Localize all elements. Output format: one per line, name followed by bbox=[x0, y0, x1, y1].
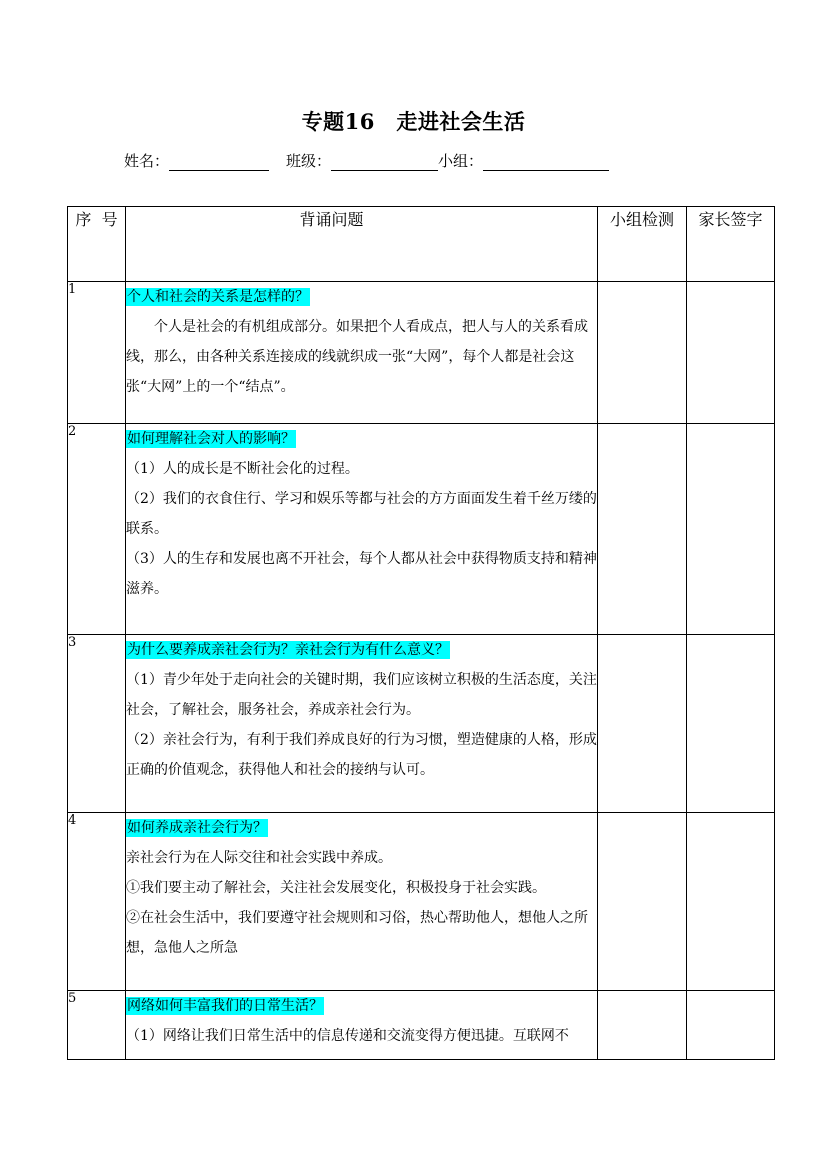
table-row bbox=[68, 991, 775, 1060]
answer-paragraph: （1）人的成长是不断社会化的过程。 bbox=[126, 461, 359, 477]
group-label: 小组： bbox=[438, 152, 484, 170]
answer-paragraph: 个人是社会的有机组成部分。如果把个人看成点，把人与人的关系看成线，那么，由各种关系连接成的线就织成一张“大网”，每个人都是社会这张“大网”上的一个“结点”。 bbox=[126, 319, 588, 395]
row-number: 5 bbox=[68, 991, 126, 1060]
question-cell bbox=[126, 424, 598, 635]
answer-paragraph: （3）人的生存和发展也离不开社会，每个人都从社会中获得物质支持和精神滋养。 bbox=[126, 551, 597, 597]
question-highlight: 个人和社会的关系是怎样的？ bbox=[127, 289, 309, 305]
question-cell bbox=[126, 635, 598, 813]
table-row bbox=[68, 282, 775, 424]
question-cell bbox=[126, 282, 598, 424]
page-title: 专题16 走进社会生活 bbox=[301, 109, 526, 134]
group-check-cell[interactable] bbox=[598, 991, 687, 1060]
group-check-cell[interactable] bbox=[598, 635, 687, 813]
question-highlight: 如何理解社会对人的影响？ bbox=[127, 431, 295, 447]
parent-sign-cell[interactable] bbox=[687, 424, 775, 635]
row-number: 3 bbox=[68, 635, 126, 813]
header-question: 背诵问题 bbox=[126, 207, 598, 282]
answer-paragraph: （2）亲社会行为，有利于我们养成良好的行为习惯，塑造健康的人格，形成正确的价值观念，获得他人和社会的接纳与认可。 bbox=[126, 732, 597, 778]
table-header-row bbox=[68, 207, 775, 282]
answer-paragraph: （1）网络让我们日常生活中的信息传递和交流变得方便迅捷。互联网不 bbox=[126, 1028, 569, 1044]
parent-sign-cell[interactable] bbox=[687, 991, 775, 1060]
question-highlight: 如何养成亲社会行为？ bbox=[127, 820, 267, 836]
recitation-table bbox=[67, 206, 775, 1060]
answer-paragraph: ①我们要主动了解社会，关注社会发展变化，积极投身于社会实践。 bbox=[126, 880, 546, 896]
class-blank[interactable] bbox=[331, 154, 438, 171]
name-blank[interactable] bbox=[169, 154, 269, 171]
group-blank[interactable] bbox=[483, 154, 609, 171]
table-row bbox=[68, 635, 775, 813]
row-number: 2 bbox=[68, 424, 126, 635]
name-label: 姓名： bbox=[124, 152, 170, 170]
student-info-line bbox=[124, 150, 609, 171]
group-check-cell[interactable] bbox=[598, 282, 687, 424]
group-check-cell[interactable] bbox=[598, 424, 687, 635]
header-group-check: 小组检测 bbox=[598, 207, 687, 282]
table-row bbox=[68, 424, 775, 635]
group-check-cell[interactable] bbox=[598, 813, 687, 991]
answer-paragraph: 亲社会行为在人际交往和社会实践中养成。 bbox=[126, 850, 392, 866]
row-number: 1 bbox=[68, 282, 126, 424]
question-highlight: 为什么要养成亲社会行为？亲社会行为有什么意义？ bbox=[127, 642, 449, 658]
class-label: 班级： bbox=[286, 152, 332, 170]
question-cell bbox=[126, 813, 598, 991]
question-cell bbox=[126, 991, 598, 1060]
parent-sign-cell[interactable] bbox=[687, 635, 775, 813]
answer-paragraph: （1）青少年处于走向社会的关键时期，我们应该树立积极的生活态度，关注社会，了解社会，服务社会，养成亲社会行为。 bbox=[126, 672, 597, 718]
answer-paragraph: ②在社会生活中，我们要遵守社会规则和习俗，热心帮助他人，想他人之所想，急他人之所急 bbox=[126, 910, 588, 956]
question-highlight: 网络如何丰富我们的日常生活？ bbox=[127, 998, 323, 1014]
row-number: 4 bbox=[68, 813, 126, 991]
header-parent-sign: 家长签字 bbox=[687, 207, 775, 282]
answer-paragraph: （2）我们的衣食住行、学习和娱乐等都与社会的方方面面发生着千丝万缕的联系。 bbox=[126, 491, 597, 537]
parent-sign-cell[interactable] bbox=[687, 813, 775, 991]
header-no: 序 号 bbox=[68, 207, 126, 282]
parent-sign-cell[interactable] bbox=[687, 282, 775, 424]
table-row bbox=[68, 813, 775, 991]
